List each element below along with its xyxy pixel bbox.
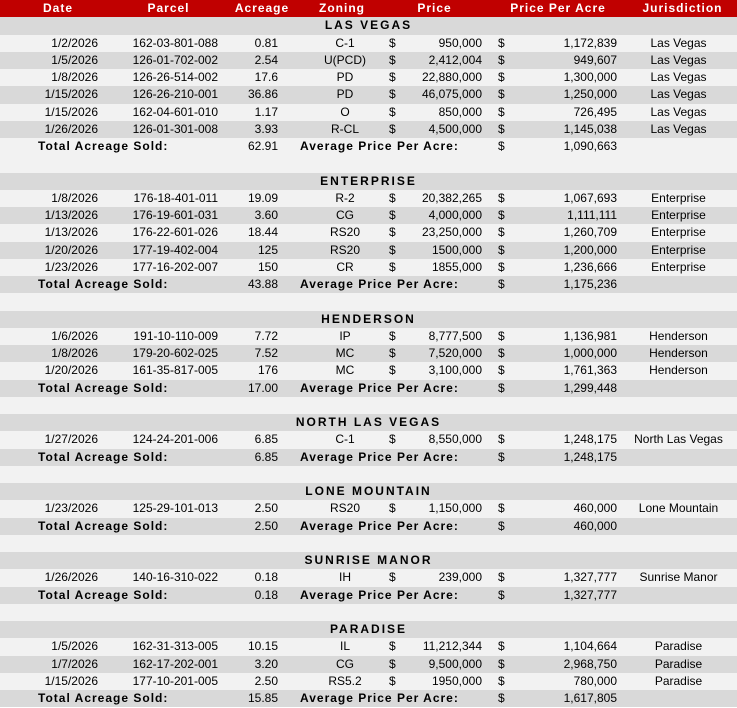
sale-date: 1/27/2026 bbox=[44, 432, 98, 447]
section-header-row bbox=[0, 311, 737, 328]
price-per-acre-value: 726,495 bbox=[573, 104, 617, 119]
acreage-value: 10.15 bbox=[247, 639, 278, 654]
price-currency-symbol: $ bbox=[389, 432, 396, 447]
parcel-number: 179-20-602-025 bbox=[132, 346, 218, 360]
price-value: 3,100,000 bbox=[428, 363, 482, 378]
price-per-acre-value: 1,236,666 bbox=[563, 259, 617, 274]
ppa-currency-symbol: $ bbox=[498, 328, 505, 343]
total-acreage-label: Total Acreage Sold: bbox=[38, 277, 169, 291]
price-value: 850,000 bbox=[438, 104, 482, 119]
price-currency-symbol: $ bbox=[389, 208, 396, 222]
price-per-acre-value: 1,248,175 bbox=[563, 432, 617, 447]
price-currency-symbol: $ bbox=[389, 656, 396, 671]
jurisdiction-value: Henderson bbox=[649, 346, 708, 360]
price-currency-symbol: $ bbox=[389, 104, 396, 119]
table-row bbox=[0, 362, 737, 379]
price-per-acre-value: 1,104,664 bbox=[563, 639, 617, 654]
sale-date: 1/23/2026 bbox=[44, 259, 98, 274]
sale-date: 1/26/2026 bbox=[44, 121, 98, 136]
average-ppa-value: 1,327,777 bbox=[563, 587, 617, 602]
total-acreage-value: 2.50 bbox=[254, 518, 278, 533]
sale-date: 1/8/2026 bbox=[51, 190, 98, 205]
acreage-value: 18.44 bbox=[247, 225, 278, 240]
jurisdiction-value: North Las Vegas bbox=[634, 432, 723, 447]
zoning-value: RS20 bbox=[329, 242, 361, 257]
average-ppa-value: 1,175,236 bbox=[563, 277, 617, 291]
parcel-number: 126-01-702-002 bbox=[132, 52, 218, 67]
table-row bbox=[0, 431, 737, 448]
table-row bbox=[0, 569, 737, 586]
section-total-row bbox=[0, 518, 737, 535]
sale-date: 1/8/2026 bbox=[51, 346, 98, 360]
total-acreage-label: Total Acreage Sold: bbox=[38, 380, 169, 395]
total-acreage-value: 43.88 bbox=[247, 277, 278, 291]
jurisdiction-value: Paradise bbox=[654, 656, 703, 671]
price-per-acre-value: 1,761,363 bbox=[563, 363, 617, 378]
price-currency-symbol: $ bbox=[389, 639, 396, 654]
jurisdiction-value: Henderson bbox=[649, 363, 708, 378]
jurisdiction-value: Las Vegas bbox=[650, 104, 707, 119]
acreage-value: 3.20 bbox=[254, 656, 278, 671]
price-value: 20,382,265 bbox=[421, 190, 482, 205]
parcel-number: 176-19-601-031 bbox=[132, 208, 218, 222]
price-currency-symbol: $ bbox=[389, 501, 396, 516]
acreage-value: 2.54 bbox=[254, 52, 278, 67]
price-currency-symbol: $ bbox=[389, 346, 396, 360]
ppa-currency-symbol: $ bbox=[498, 346, 505, 360]
zoning-value: PD bbox=[336, 87, 354, 102]
price-value: 7,520,000 bbox=[428, 346, 482, 360]
table-row bbox=[0, 190, 737, 207]
price-per-acre-value: 1,136,981 bbox=[563, 328, 617, 343]
ppa-currency-symbol: $ bbox=[498, 225, 505, 240]
acreage-value: 36.86 bbox=[247, 87, 278, 102]
zoning-value: PD bbox=[336, 70, 354, 84]
section-title: SUNRISE MANOR bbox=[304, 553, 433, 567]
section-header-row bbox=[0, 17, 737, 34]
parcel-number: 162-03-801-088 bbox=[132, 35, 218, 50]
header-date: Date bbox=[42, 1, 73, 15]
table-row bbox=[0, 328, 737, 345]
price-per-acre-value: 1,300,000 bbox=[563, 70, 617, 84]
price-currency-symbol: $ bbox=[389, 121, 396, 136]
jurisdiction-value: Enterprise bbox=[651, 208, 706, 222]
price-currency-symbol: $ bbox=[389, 225, 396, 240]
price-value: 1855,000 bbox=[431, 259, 482, 274]
price-per-acre-value: 1,250,000 bbox=[563, 87, 617, 102]
header-price-per-acre: Price Per Acre bbox=[510, 1, 606, 15]
parcel-number: 177-10-201-005 bbox=[132, 673, 218, 688]
price-currency-symbol: $ bbox=[389, 35, 396, 50]
avg-currency-symbol: $ bbox=[498, 587, 505, 602]
total-acreage-label: Total Acreage Sold: bbox=[38, 587, 169, 602]
ppa-currency-symbol: $ bbox=[498, 208, 505, 222]
table-row bbox=[0, 52, 737, 69]
acreage-value: 0.81 bbox=[254, 35, 278, 50]
sale-date: 1/26/2026 bbox=[44, 570, 98, 585]
price-currency-symbol: $ bbox=[389, 70, 396, 84]
acreage-value: 0.18 bbox=[254, 570, 278, 585]
table-row bbox=[0, 638, 737, 655]
ppa-currency-symbol: $ bbox=[498, 87, 505, 102]
jurisdiction-value: Las Vegas bbox=[650, 121, 707, 136]
jurisdiction-value: Las Vegas bbox=[650, 70, 707, 84]
acreage-value: 6.85 bbox=[254, 432, 278, 447]
table-row bbox=[0, 656, 737, 673]
table-row bbox=[0, 242, 737, 259]
jurisdiction-value: Henderson bbox=[649, 328, 708, 343]
acreage-value: 7.72 bbox=[254, 328, 278, 343]
price-per-acre-value: 780,000 bbox=[573, 673, 617, 688]
average-ppa-value: 1,090,663 bbox=[563, 139, 617, 153]
parcel-number: 126-26-514-002 bbox=[132, 70, 218, 84]
header-zoning: Zoning bbox=[319, 1, 365, 15]
sale-date: 1/23/2026 bbox=[44, 501, 98, 516]
average-ppa-label: Average Price Per Acre: bbox=[300, 277, 459, 291]
ppa-currency-symbol: $ bbox=[498, 363, 505, 378]
header-acreage: Acreage bbox=[234, 1, 290, 15]
sale-date: 1/15/2026 bbox=[44, 673, 98, 688]
price-currency-symbol: $ bbox=[389, 190, 396, 205]
parcel-number: 162-04-601-010 bbox=[132, 104, 218, 119]
ppa-currency-symbol: $ bbox=[498, 121, 505, 136]
table-row bbox=[0, 86, 737, 103]
table-row bbox=[0, 673, 737, 690]
price-value: 1500,000 bbox=[431, 242, 482, 257]
section-total-row bbox=[0, 138, 737, 155]
jurisdiction-value: Enterprise bbox=[651, 190, 706, 205]
ppa-currency-symbol: $ bbox=[498, 570, 505, 585]
price-value: 1,150,000 bbox=[428, 501, 482, 516]
parcel-number: 176-18-401-011 bbox=[133, 190, 218, 205]
zoning-value: MC bbox=[335, 346, 355, 360]
section-title: LONE MOUNTAIN bbox=[305, 484, 432, 498]
sections-container bbox=[0, 17, 737, 707]
parcel-number: 126-26-210-001 bbox=[132, 87, 218, 102]
price-value: 23,250,000 bbox=[421, 225, 482, 240]
ppa-currency-symbol: $ bbox=[498, 673, 505, 688]
section-total-row bbox=[0, 380, 737, 397]
header-jurisdiction: Jurisdiction bbox=[642, 1, 723, 15]
avg-currency-symbol: $ bbox=[498, 139, 505, 153]
section-total-row bbox=[0, 449, 737, 466]
acreage-value: 2.50 bbox=[254, 673, 278, 688]
total-acreage-value: 17.00 bbox=[247, 380, 278, 395]
price-currency-symbol: $ bbox=[389, 52, 396, 67]
sale-date: 1/13/2026 bbox=[44, 225, 98, 240]
zoning-value: C-1 bbox=[335, 35, 355, 50]
parcel-number: 162-31-313-005 bbox=[132, 639, 218, 654]
section-header-row bbox=[0, 414, 737, 431]
sale-date: 1/8/2026 bbox=[51, 70, 98, 84]
zoning-value: RS5.2 bbox=[328, 673, 362, 688]
zoning-value: CG bbox=[336, 656, 354, 671]
header-parcel: Parcel bbox=[147, 1, 190, 15]
parcel-number: 162-17-202-001 bbox=[132, 656, 218, 671]
section-title: ENTERPRISE bbox=[320, 173, 417, 188]
ppa-currency-symbol: $ bbox=[498, 190, 505, 205]
ppa-currency-symbol: $ bbox=[498, 501, 505, 516]
acreage-value: 7.52 bbox=[254, 346, 278, 360]
total-acreage-label: Total Acreage Sold: bbox=[38, 139, 169, 153]
parcel-number: 125-29-101-013 bbox=[132, 501, 218, 516]
zoning-value: MC bbox=[335, 363, 355, 378]
price-value: 8,550,000 bbox=[428, 432, 482, 447]
price-currency-symbol: $ bbox=[389, 673, 396, 688]
total-acreage-value: 6.85 bbox=[254, 449, 278, 464]
zoning-value: O bbox=[340, 104, 350, 119]
table-row bbox=[0, 259, 737, 276]
table-row bbox=[0, 35, 737, 52]
average-ppa-label: Average Price Per Acre: bbox=[300, 449, 459, 464]
average-ppa-value: 1,299,448 bbox=[563, 380, 617, 395]
price-per-acre-value: 1,111,111 bbox=[567, 208, 617, 222]
jurisdiction-value: Paradise bbox=[654, 673, 703, 688]
avg-currency-symbol: $ bbox=[498, 277, 505, 291]
zoning-value: RS20 bbox=[329, 501, 361, 516]
acreage-value: 3.60 bbox=[254, 208, 278, 222]
avg-currency-symbol: $ bbox=[498, 518, 505, 533]
total-acreage-label: Total Acreage Sold: bbox=[38, 691, 169, 705]
zoning-value: U(PCD) bbox=[324, 52, 366, 67]
section-title: LAS VEGAS bbox=[324, 18, 413, 33]
section-title: HENDERSON bbox=[321, 311, 416, 326]
section-title: NORTH LAS VEGAS bbox=[295, 415, 442, 429]
price-value: 22,880,000 bbox=[421, 70, 482, 84]
ppa-currency-symbol: $ bbox=[498, 52, 505, 67]
sale-date: 1/15/2026 bbox=[44, 104, 98, 119]
section-total-row bbox=[0, 690, 737, 707]
price-per-acre-value: 1,327,777 bbox=[563, 570, 617, 585]
ppa-currency-symbol: $ bbox=[498, 35, 505, 50]
parcel-number: 191-10-110-009 bbox=[133, 328, 218, 343]
parcel-number: 126-01-301-008 bbox=[132, 121, 218, 136]
price-per-acre-value: 460,000 bbox=[573, 501, 617, 516]
price-value: 4,000,000 bbox=[428, 208, 482, 222]
price-per-acre-value: 1,172,839 bbox=[563, 35, 617, 50]
acreage-value: 17.6 bbox=[254, 70, 278, 84]
ppa-currency-symbol: $ bbox=[498, 656, 505, 671]
zoning-value: IH bbox=[339, 570, 351, 585]
sale-date: 1/2/2026 bbox=[51, 35, 98, 50]
price-per-acre-value: 1,260,709 bbox=[563, 225, 617, 240]
table-row bbox=[0, 224, 737, 241]
total-acreage-label: Total Acreage Sold: bbox=[38, 449, 169, 464]
ppa-currency-symbol: $ bbox=[498, 639, 505, 654]
price-currency-symbol: $ bbox=[389, 87, 396, 102]
avg-currency-symbol: $ bbox=[498, 380, 505, 395]
zoning-value: IP bbox=[339, 328, 351, 343]
parcel-number: 177-19-402-004 bbox=[132, 242, 218, 257]
section-spacer bbox=[0, 155, 737, 172]
average-ppa-value: 1,248,175 bbox=[563, 449, 617, 464]
jurisdiction-value: Enterprise bbox=[651, 259, 706, 274]
section-total-row bbox=[0, 276, 737, 293]
section-spacer bbox=[0, 535, 737, 552]
price-value: 1950,000 bbox=[431, 673, 482, 688]
ppa-currency-symbol: $ bbox=[498, 242, 505, 257]
header-price: Price bbox=[417, 1, 452, 15]
section-header-row bbox=[0, 621, 737, 638]
header-row bbox=[0, 0, 737, 17]
jurisdiction-value: Las Vegas bbox=[650, 52, 707, 67]
sale-date: 1/7/2026 bbox=[51, 656, 98, 671]
sale-date: 1/5/2026 bbox=[51, 52, 98, 67]
jurisdiction-value: Las Vegas bbox=[650, 87, 707, 102]
section-title: PARADISE bbox=[329, 622, 408, 636]
price-value: 8,777,500 bbox=[428, 328, 482, 343]
ppa-currency-symbol: $ bbox=[498, 259, 505, 274]
jurisdiction-value: Lone Mountain bbox=[638, 501, 719, 516]
average-ppa-label: Average Price Per Acre: bbox=[300, 518, 459, 533]
sale-date: 1/13/2026 bbox=[44, 208, 98, 222]
parcel-number: 140-16-310-022 bbox=[132, 570, 218, 585]
avg-currency-symbol: $ bbox=[498, 449, 505, 464]
acreage-value: 3.93 bbox=[254, 121, 278, 136]
parcel-number: 161-35-817-005 bbox=[132, 363, 218, 378]
parcel-number: 177-16-202-007 bbox=[132, 259, 218, 274]
table-row bbox=[0, 104, 737, 121]
section-header-row bbox=[0, 552, 737, 569]
average-ppa-label: Average Price Per Acre: bbox=[300, 139, 459, 153]
ppa-currency-symbol: $ bbox=[498, 70, 505, 84]
parcel-number: 176-22-601-026 bbox=[132, 225, 218, 240]
ppa-currency-symbol: $ bbox=[498, 104, 505, 119]
acreage-value: 1.17 bbox=[254, 104, 278, 119]
section-spacer bbox=[0, 466, 737, 483]
sale-date: 1/5/2026 bbox=[51, 639, 98, 654]
avg-currency-symbol: $ bbox=[498, 691, 505, 705]
average-ppa-value: 460,000 bbox=[573, 518, 617, 533]
average-ppa-label: Average Price Per Acre: bbox=[300, 380, 459, 395]
jurisdiction-value: Sunrise Manor bbox=[639, 570, 718, 585]
total-acreage-value: 0.18 bbox=[254, 587, 278, 602]
average-ppa-label: Average Price Per Acre: bbox=[300, 587, 459, 602]
acreage-value: 150 bbox=[257, 259, 278, 274]
price-currency-symbol: $ bbox=[389, 570, 396, 585]
sale-date: 1/6/2026 bbox=[51, 328, 98, 343]
price-currency-symbol: $ bbox=[389, 242, 396, 257]
section-header-row bbox=[0, 483, 737, 500]
price-value: 46,075,000 bbox=[421, 87, 482, 102]
sale-date: 1/20/2026 bbox=[44, 363, 98, 378]
price-value: 2,412,004 bbox=[428, 52, 482, 67]
average-ppa-label: Average Price Per Acre: bbox=[300, 691, 459, 705]
sale-date: 1/15/2026 bbox=[44, 87, 98, 102]
ppa-currency-symbol: $ bbox=[498, 432, 505, 447]
price-per-acre-value: 1,200,000 bbox=[563, 242, 617, 257]
zoning-value: R-CL bbox=[330, 121, 359, 136]
acreage-value: 2.50 bbox=[254, 501, 278, 516]
price-value: 4,500,000 bbox=[428, 121, 482, 136]
price-per-acre-value: 1,145,038 bbox=[563, 121, 617, 136]
table-row bbox=[0, 500, 737, 517]
parcel-number: 124-24-201-006 bbox=[132, 432, 218, 447]
section-header-row bbox=[0, 173, 737, 190]
price-value: 11,212,344 bbox=[422, 639, 482, 654]
price-value: 239,000 bbox=[438, 570, 482, 585]
sale-date: 1/20/2026 bbox=[44, 242, 98, 257]
acreage-value: 176 bbox=[257, 363, 278, 378]
section-spacer bbox=[0, 397, 737, 414]
table-row bbox=[0, 69, 737, 86]
price-currency-symbol: $ bbox=[389, 363, 396, 378]
price-per-acre-value: 1,000,000 bbox=[563, 346, 617, 360]
price-value: 9,500,000 bbox=[428, 656, 482, 671]
total-acreage-value: 15.85 bbox=[247, 691, 278, 705]
price-per-acre-value: 2,968,750 bbox=[563, 656, 617, 671]
price-value: 950,000 bbox=[438, 35, 482, 50]
total-acreage-value: 62.91 bbox=[247, 139, 278, 153]
zoning-value: R-2 bbox=[335, 190, 355, 205]
section-total-row bbox=[0, 587, 737, 604]
average-ppa-value: 1,617,805 bbox=[563, 691, 617, 705]
table-row bbox=[0, 207, 737, 224]
jurisdiction-value: Enterprise bbox=[651, 242, 706, 257]
jurisdiction-value: Enterprise bbox=[651, 225, 706, 240]
section-spacer bbox=[0, 293, 737, 310]
zoning-value: IL bbox=[339, 639, 350, 654]
price-per-acre-value: 949,607 bbox=[573, 52, 617, 67]
table-row bbox=[0, 121, 737, 138]
zoning-value: RS20 bbox=[329, 225, 361, 240]
acreage-value: 19.09 bbox=[247, 190, 278, 205]
jurisdiction-value: Paradise bbox=[654, 639, 703, 654]
price-per-acre-value: 1,067,693 bbox=[563, 190, 617, 205]
zoning-value: C-1 bbox=[335, 432, 355, 447]
jurisdiction-value: Las Vegas bbox=[650, 35, 707, 50]
acreage-value: 125 bbox=[257, 242, 278, 257]
zoning-value: CR bbox=[336, 259, 354, 274]
price-currency-symbol: $ bbox=[389, 328, 396, 343]
table-row bbox=[0, 345, 737, 362]
section-spacer bbox=[0, 604, 737, 621]
price-currency-symbol: $ bbox=[389, 259, 396, 274]
zoning-value: CG bbox=[336, 208, 354, 222]
total-acreage-label: Total Acreage Sold: bbox=[38, 518, 169, 533]
